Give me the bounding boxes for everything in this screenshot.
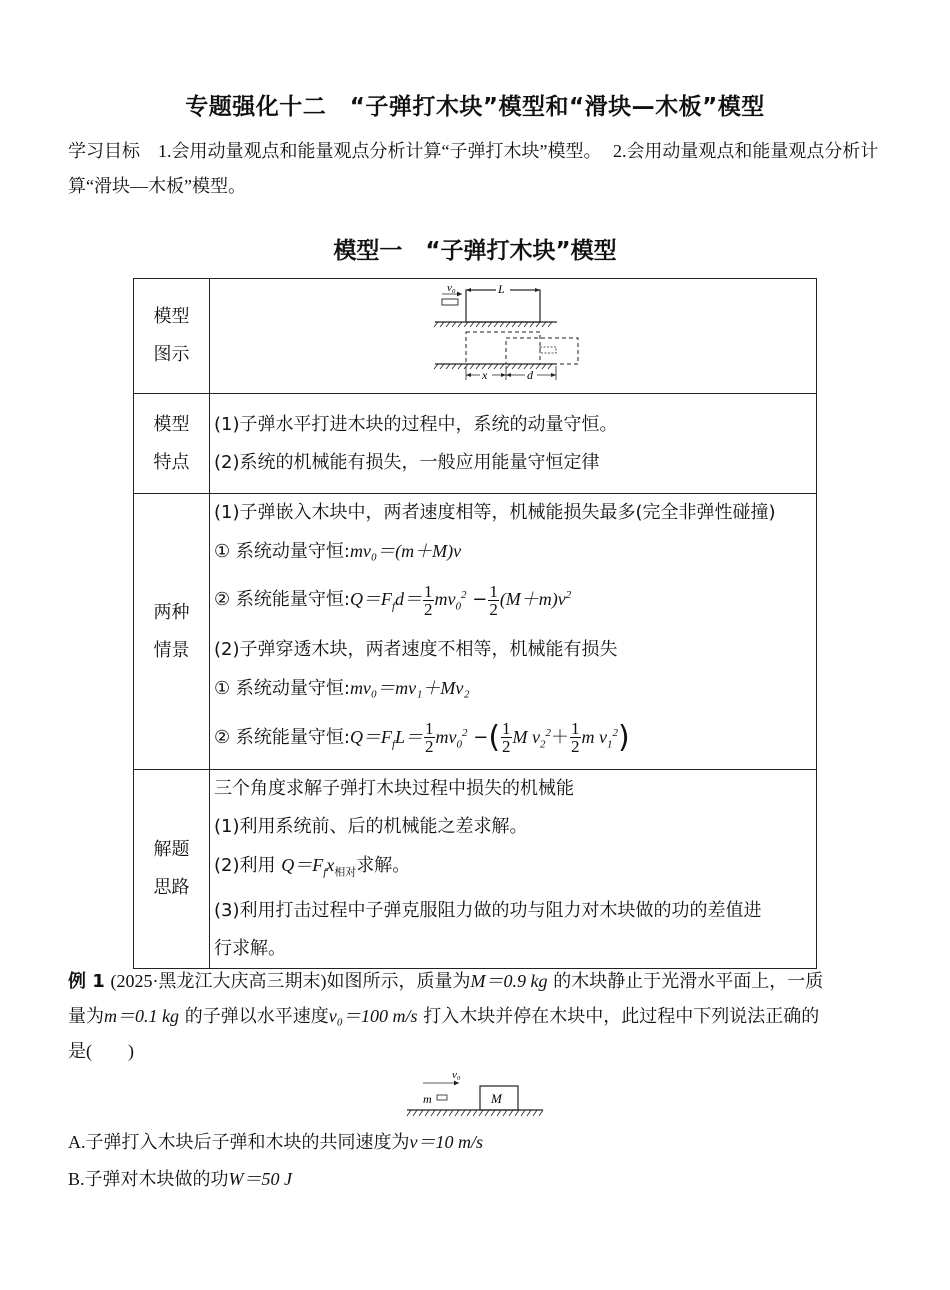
block-final-dashed <box>506 338 578 364</box>
features-cell <box>210 394 817 494</box>
learning-goals <box>68 134 886 204</box>
velocity-v0: v₀＝100 m/s <box>328 1006 418 1026</box>
row-features <box>134 394 817 494</box>
scenarios-cell <box>210 494 817 770</box>
scenario-2: (2)子弹穿透木块，两者速度不相等，机械能有损失 <box>214 638 618 660</box>
block-original-dashed <box>466 332 540 364</box>
bullet-m <box>437 1095 447 1100</box>
approach-3: (3)利用打击过程中子弹克服阻力做的功与阻力对木块做的功的差值进 <box>214 899 762 921</box>
example-source: (2025·黑龙江大庆高三期末) <box>110 971 327 991</box>
momentum-eq-2: ① 系统动量守恒:mv₀＝mv₁＋Mv₂ <box>214 677 470 699</box>
label-M: M <box>491 1091 502 1106</box>
label-m: m <box>423 1092 432 1106</box>
approach-cell <box>210 770 817 969</box>
example-text: 如图所示，质量为 <box>326 971 471 991</box>
goals-label: 学习目标 <box>68 141 140 162</box>
bullet-block-diagram <box>210 280 816 392</box>
feature-1: (1)子弹水平打进木块的过程中，系统的动量守恒。 <box>214 413 618 435</box>
option-b[interactable]: B.子弹对木块做的功W＝50 J <box>68 1169 292 1189</box>
example-text: 的木块静止于光滑水平面上，一质 <box>553 971 824 991</box>
row-label: 解题 思路 <box>134 770 210 969</box>
example-text: 量为 <box>68 1006 104 1026</box>
row-label: 模型 特点 <box>134 394 210 494</box>
momentum-eq-1: ① 系统动量守恒:mv₀＝(m＋M)v <box>214 541 462 562</box>
energy-eq-1: ② 系统能量守恒$:Q=F_fd=$ $\frac{1}{2}$ $mv_0^2$ − $\frac{1}{2}$ $(M+m)v^2$ <box>214 581 572 619</box>
example-text: 打入木块并停在木块中，此过程中下列说法正确的 <box>423 1006 820 1026</box>
model-table <box>133 278 817 969</box>
approach-2: (2)利用 $Q=F_fx_{相对}$求解。 <box>214 855 411 879</box>
diagram-cell <box>210 279 817 394</box>
example-text: 的子弹以水平速度 <box>184 1006 329 1026</box>
example-head: 例 1 <box>68 971 105 992</box>
example-1 <box>68 964 888 1069</box>
section-title: 模型一 “子弹打木块”模型 <box>333 238 617 264</box>
label-d: d <box>527 368 533 382</box>
row-diagram <box>134 279 817 394</box>
bullet-final <box>540 347 556 353</box>
label-L: L <box>498 282 505 296</box>
approach-intro: 三个角度求解子弹打木块过程中损失的机械能 <box>214 778 574 800</box>
row-label: 模型 图示 <box>134 279 210 394</box>
row-approach <box>134 770 817 969</box>
feature-2: (2)系统的机械能有损失，一般应用能量守恒定律 <box>214 451 600 473</box>
example-diagram <box>405 1068 545 1122</box>
mass-M: M＝0.9 kg <box>470 971 548 991</box>
label-v0: v₀ <box>452 1069 461 1081</box>
row-label: 两种 情景 <box>134 494 210 770</box>
goal-1: 1.会用动量观点和能量观点分析计算“子弹打木块”模型。 <box>158 141 602 161</box>
scenario-1: (1)子弹嵌入木块中，两者速度相等，机械能损失最多(完全非弹性碰撞) <box>214 502 776 523</box>
row-scenarios <box>134 494 817 770</box>
energy-eq-2: ② 系统能量守恒$:Q=F_fL=$ $\frac{1}{2}$ $mv_0^2$ −( $\frac{1}{2}$ M $v_2^2+$ $\frac{1}{2}$ m $v_1^2$) <box>214 719 630 757</box>
approach-3-cont: 行求解。 <box>214 937 286 959</box>
label-x: x <box>482 368 488 382</box>
approach-1: (1)利用系统前、后的机械能之差求解。 <box>214 816 528 838</box>
mass-m: m＝0.1 kg <box>104 1006 179 1026</box>
bullet-initial <box>442 299 458 305</box>
page-title: 专题强化十二 “子弹打木块”模型和“滑块—木板”模型 <box>185 94 765 120</box>
goal-2: 2.会用动量观点和能量观点分析计算“滑块—木板”模型。 <box>68 141 879 196</box>
label-v0: v₀ <box>447 282 456 294</box>
example-text: 是( ) <box>68 1041 134 1061</box>
option-a[interactable]: A.子弹打入木块后子弹和木块的共同速度为v＝10 m/s <box>68 1132 483 1152</box>
